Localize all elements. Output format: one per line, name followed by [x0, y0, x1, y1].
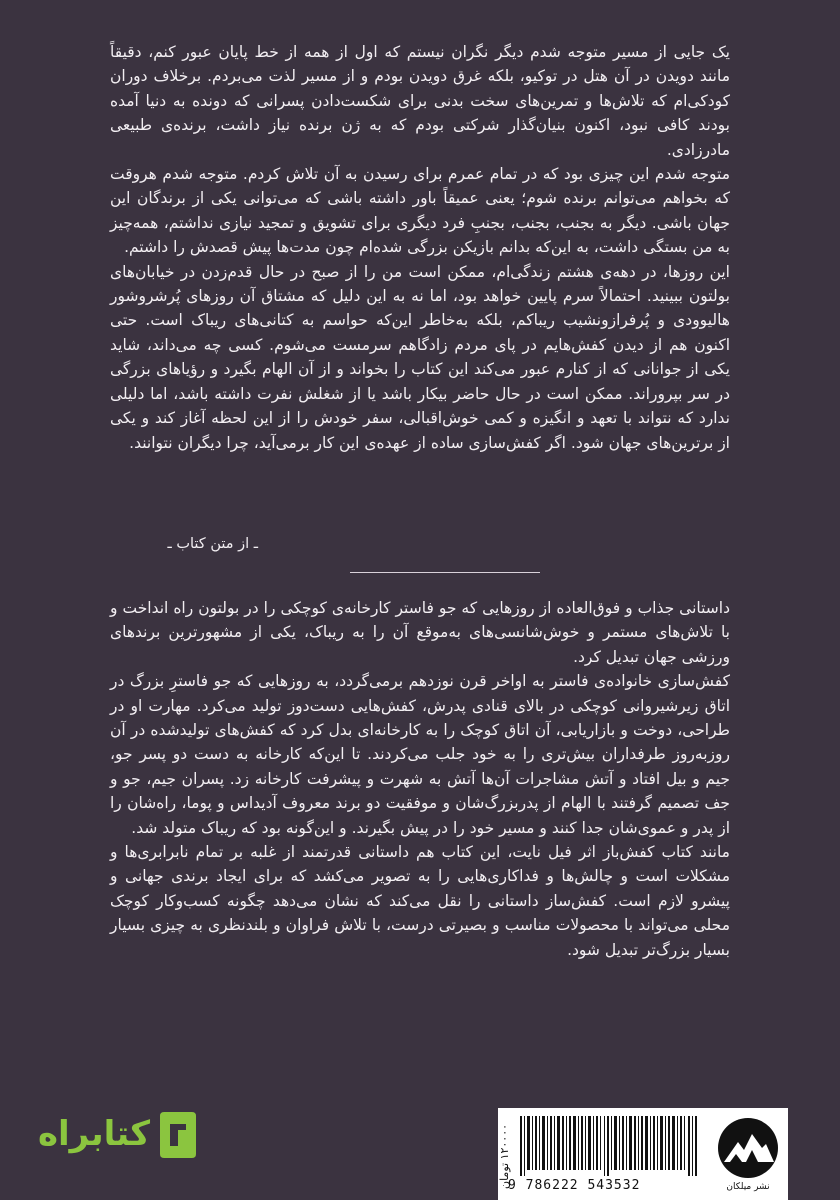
- section-divider: [350, 572, 540, 573]
- book-blurb: [110, 596, 730, 962]
- publisher-name: نشر میلکان: [726, 1182, 770, 1192]
- barcode-icon: [520, 1116, 698, 1176]
- barcode-panel: [498, 1108, 788, 1200]
- excerpt-paragraph-3: این روزها، در دهه‌ی هشتم زندگی‌ام، ممکن است من را از صبح در حال قدم‌زدن در خیابان‌های بولتون ببینید. احتمالاً سرم پایین خواهد بود، اما نه به این دلیل که مشتاق آن روزهای پُرشروشور هالیوودی و پُرفرازونشیب ریباکم، بلکه به‌خاطر این‌که حواسم به کتانی‌های ریباک است. حتی اکنون هم از دیدن کفش‌هایم در پای مردم زادگاهم سرمست می‌شوم. کسی چه می‌داند، شاید یکی از جوانانی که از کنارم عبور می‌کند این کتاب را بخواند و از آن الهام بگیرد و رؤیاهای بزرگی در سر بپروراند. ممکن است در حال حاضر بیکار باشد یا از شغلش نفرت داشته باشد، اما دلیلی ندارد که نتواند با تعهد و انگیزه و کمی خوش‌اقبالی، سفر خودش را از این لحظه آغاز کند و یکی از برترین‌های جهان شود. اگر کفش‌سازی ساده از عهده‌ی این کار برمی‌آید، چرا دیگران نتوانند.: [110, 262, 730, 452]
- blurb-paragraph-2: کفش‌سازی خانواده‌ی فاستر به اواخر قرن نوزدهم برمی‌گردد، به روزهایی که جو فاسترِ بزرگ در اتاق زیرشیروانی کوچکی در بالای قنادی پدرش، کفش‌هایی دست‌دوز تولید می‌کرد. مهارت او در طراحی، دوخت و بازاریابی، آن اتاق کوچک را به کارخانه‌ای بدل کرد که کفش‌های تولیدشده در آن روزبه‌روز طرفداران بیش‌تری را به خود جلب می‌کردند. تا این‌که کارخانه به دست دو پسر جو، جیم و بیل افتاد و آتش مشاجرات آن‌ها آتش به شهرت و پیشرفت کارخانه زد. پسران جیم، جو و جف تصمیم گرفتند با الهام از پدربزرگ‌شان و موفقیت دو برند معروف آدیداس و پوما، راه‌شان را از پدر و عموی‌شان جدا کنند و مسیر خود را در پیش بگیرند. و این‌گونه بود که ریباک متولد شد.: [110, 672, 730, 837]
- ketabrah-logo-icon: [156, 1110, 200, 1160]
- retailer-name: کتابراه: [37, 1114, 150, 1154]
- blurb-paragraph-3: مانند کتاب کفش‌باز اثر فیل نایت، این کتاب هم داستانی قدرتمند از غلبه بر تمام نابرابری‌ها و مشکلات است و چالش‌ها و فداکاری‌هایی را به تصویر می‌کشد که برای ایجاد برندی جهانی و پیشرو لازم است. کفش‌ساز داستانی را نقل می‌کند که نشان می‌دهد چگونه کسب‌وکار کوچک محلی می‌تواند با محصولات مناسب و بصیرتی درست، با تلاش فراوان و بلندنظری به چیزی بسیار بسیار بزرگ‌تر تبدیل شود.: [110, 843, 730, 959]
- price-label: ۱۲۰۰۰۰ تومان: [498, 1123, 511, 1189]
- excerpt-source: ـ از متن کتاب ـ: [167, 536, 258, 552]
- retailer-logo: [30, 1106, 200, 1166]
- excerpt-quote: [110, 40, 730, 455]
- excerpt-paragraph-1: یک جایی از مسیر متوجه شدم دیگر نگران نیستم که اول از همه از خط پایان عبور کنم، دقیقاً مانند دویدن در آن هتل در توکیو، بلکه غرق دویدن بودم و از مسیر لذت می‌بردم. برخلاف دوران کودکی‌ام که تلاش‌ها و تمرین‌های سخت بدنی برای شکست‌دادن پسرانی که دونده به دنیا آمده بودند کافی نبود، اکنون بنیان‌گذار شرکتی بودم که به ژن برنده نیاز داشت، برنده‌ی طبیعی مادرزادی.: [110, 43, 730, 159]
- isbn-digits: 9 786222 543532: [508, 1178, 641, 1193]
- excerpt-paragraph-2: متوجه شدم این چیزی بود که در تمام عمرم برای رسیدن به آن تلاش کردم. متوجه شدم هروقت که بخواهم می‌توانم برنده شوم؛ یعنی عمیقاً باور داشته باشی که می‌توانی یکی از برندگان این جهان باشی. دیگر به بجنب، بجنب، بجنبِ فرد دیگری برای تشویق و تمجید نیازی نداشتم، همه‌چیز به من بستگی داشت، به این‌که بدانم بازیکن بزرگی شده‌ام چون مدت‌ها پیش قصدش را داشتم.: [110, 165, 730, 257]
- mountain-logo-icon: [716, 1116, 780, 1180]
- blurb-paragraph-1: داستانی جذاب و فوق‌العاده از روزهایی که جو فاستر کارخانه‌ی کوچکی را در بولتون راه انداخت و با تلاش‌های مستمر و خوش‌شانسی‌های به‌موقع آن را به ریباک، یکی از مشهورترین برندهای ورزشی جهان تبدیل کرد.: [110, 599, 730, 666]
